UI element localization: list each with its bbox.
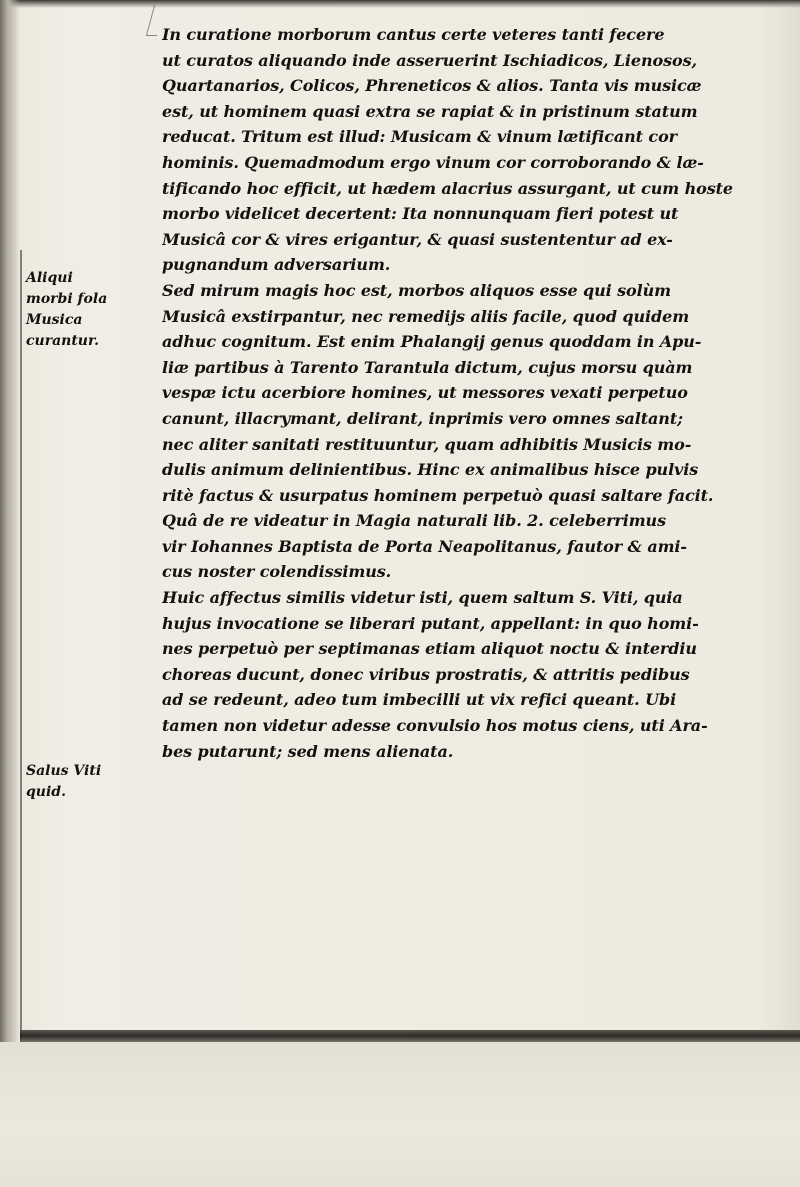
marginal-note-line: Musica	[26, 312, 83, 328]
text-line: reducat. Tritum est illud: Musicam & vinum lætificant cor	[162, 127, 677, 147]
marginal-note-line: Salus Viti	[26, 763, 102, 779]
text-line: tificando hoc efficit, ut hædem alacrius assurgant, ut cum hoste	[162, 178, 733, 198]
text-line: Quartanarios, Colicos, Phreneticos & alios. Tanta vis musicæ	[162, 76, 702, 96]
marginal-note	[26, 268, 136, 352]
page-bottom-rule	[20, 1030, 800, 1042]
text-line: cus noster colendissimus.	[162, 562, 392, 582]
text-line: Musicâ exstirpantur, nec remedijs aliis facile, quod quidem	[162, 306, 690, 326]
marginal-note	[26, 761, 136, 803]
text-line: bes putarunt; sed mens alienata.	[162, 741, 454, 761]
text-line: ritè factus & usurpatus hominem perpetuò quasi saltare facit.	[162, 485, 714, 505]
next-page-area	[0, 1042, 800, 1187]
marginal-note-line: Aliqui	[26, 270, 73, 286]
marginal-note-line: curantur.	[26, 333, 99, 349]
text-line: morbo videlicet decertent: Ita nonnunquam fieri potest ut	[162, 204, 679, 224]
page-top-edge	[0, 0, 800, 8]
text-line: hujus invocatione se liberari putant, appellant: in quo homi-	[162, 613, 699, 633]
text-line: pugnandum adversarium.	[162, 255, 391, 275]
text-line: vespæ ictu acerbiore homines, ut messores vexati perpetuo	[162, 383, 688, 403]
margin-rule	[20, 250, 22, 1050]
text-line: nes perpetuò per septimanas etiam aliquot noctu & interdiu	[162, 639, 697, 659]
text-line: liæ partibus à Tarento Tarantula dictum, cujus morsu quàm	[162, 357, 693, 377]
text-line: adhuc cognitum. Est enim Phalangij genus quoddam in Apu-	[162, 332, 702, 352]
page-gutter-shadow	[0, 0, 20, 1060]
text-line: canunt, illacrymant, delirant, inprimis vero omnes saltant;	[162, 408, 683, 428]
text-line: nec aliter sanitati restituuntur, quam adhibitis Musicis mo-	[162, 434, 692, 454]
marginal-note-line: quid.	[26, 784, 66, 800]
text-line: ad se redeunt, adeo tum imbecilli ut vix refici queant. Ubi	[162, 690, 677, 710]
text-line: In curatione morborum cantus certe veteres tanti fecere	[162, 25, 665, 44]
marginal-note-line: morbi fola	[26, 291, 108, 307]
text-line: ut curatos aliquando inde asseruerint Ischiadicos, Lienosos,	[162, 50, 697, 70]
text-line: dulis animum delinientibus. Hinc ex animalibus hisce pulvis	[162, 460, 699, 480]
text-line: Quâ de re videatur in Magia naturali lib. 2. celeberrimus	[162, 511, 666, 531]
text-line: est, ut hominem quasi extra se rapiat & in pristinum statum	[162, 101, 698, 121]
body-text	[162, 22, 787, 764]
text-line: tamen non videtur adesse convulsio hos motus ciens, uti Ara-	[162, 716, 708, 736]
text-line: choreas ducunt, donec viribus prostratis, & attritis pedibus	[162, 664, 690, 684]
text-line: Musicâ cor & vires erigantur, & quasi sustententur ad ex-	[162, 229, 673, 249]
text-line: hominis. Quemadmodum ergo vinum cor corroborando & læ-	[162, 152, 704, 172]
text-line: Huic affectus similis videtur isti, quem saltum S. Viti, quia	[162, 588, 683, 608]
text-line: vir Iohannes Baptista de Porta Neapolitanus, fautor & ami-	[162, 536, 687, 556]
text-line: Sed mirum magis hoc est, morbos aliquos esse qui solùm	[162, 280, 671, 300]
